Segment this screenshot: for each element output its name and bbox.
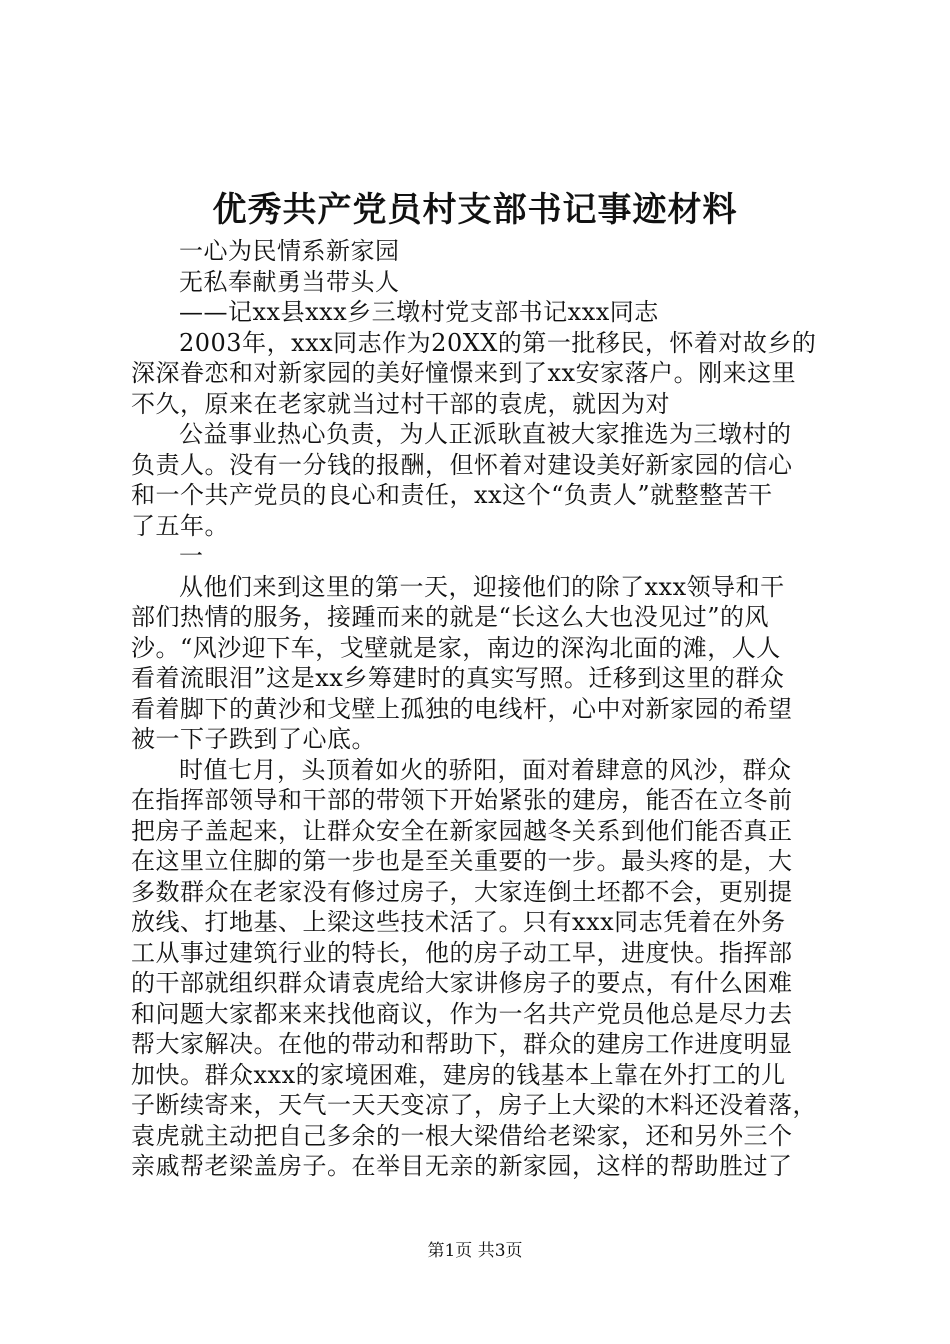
text-line: 袁虎就主动把自己多余的一根大梁借给老梁家，还和另外三个 xyxy=(131,1121,793,1150)
text-line: 深深眷恋和对新家园的美好憧憬来到了xx安家落户。刚来这里 xyxy=(131,359,797,387)
text-line: 看着流眼泪”这是xx乡筹建时的真实写照。迁移到这里的群众 xyxy=(131,664,785,692)
text-line: 了五年。 xyxy=(131,511,229,540)
text-line: 把房子盖起来，让群众安全在新家园越冬关系到他们能否真正 xyxy=(131,816,793,845)
text-line: 亲戚帮老梁盖房子。在举目无亲的新家园，这样的帮助胜过了 xyxy=(131,1152,793,1180)
text-line: 加快。群众xxx的家境困难，建房的钱基本上靠在外打工的儿 xyxy=(131,1060,786,1089)
document-title: 优秀共产党员村支部书记事迹材料 xyxy=(212,190,738,230)
text-line: 看着脚下的黄沙和戈壁上孤独的电线杆，心中对新家园的希望 xyxy=(131,694,793,723)
document-body xyxy=(131,236,831,1182)
page-footer: 第1页 共3页 xyxy=(427,1241,523,1261)
text-line: ——记xx县xxx乡三墩村党支部书记xxx同志 xyxy=(179,298,659,326)
text-line: 工从事过建筑行业的特长，他的房子动工早，进度快。指挥部 xyxy=(131,938,793,967)
text-line: 帮大家解决。在他的带动和帮助下，群众的建房工作进度明显 xyxy=(131,1030,793,1058)
text-line: 放线、打地基、上梁这些技术活了。只有xxx同志凭着在外务 xyxy=(131,908,786,936)
text-line: 不久，原来在老家就当过村干部的袁虎，就因为对 xyxy=(131,389,670,418)
text-line: 部们热情的服务，接踵而来的就是“长这么大也没见过”的风 xyxy=(131,603,770,631)
text-line: 时值七月，头顶着如火的骄阳，面对着肆意的风沙，群众 xyxy=(179,755,792,784)
text-line: 一心为民情系新家园 xyxy=(179,237,400,265)
text-line: 被一下子跌到了心底。 xyxy=(131,725,376,753)
text-line: 一 xyxy=(179,542,204,570)
text-line: 负责人。没有一分钱的报酬，但怀着对建设美好新家园的信心 xyxy=(131,450,793,479)
text-line: 子断续寄来，天气一天天变凉了，房子上大梁的木料还没着落， xyxy=(131,1091,817,1119)
text-line: 和一个共产党员的良心和责任，xx这个“负责人”就整整苦干 xyxy=(131,481,773,509)
text-line: 多数群众在老家没有修过房子，大家连倒土坯都不会，更别提 xyxy=(131,877,793,906)
text-line: 在指挥部领导和干部的带领下开始紧张的建房，能否在立冬前 xyxy=(131,786,793,814)
text-line: 沙。“风沙迎下车，戈壁就是家，南边的深沟北面的滩，人人 xyxy=(131,633,781,662)
text-line: 无私奉献勇当带头人 xyxy=(179,267,400,296)
text-line: 在这里立住脚的第一步也是至关重要的一步。最头疼的是，大 xyxy=(131,847,793,875)
text-line: 从他们来到这里的第一天，迎接他们的除了xxx领导和干 xyxy=(179,572,785,601)
text-line: 的干部就组织群众请袁虎给大家讲修房子的要点，有什么困难 xyxy=(131,969,793,997)
text-line: 2003年，xxx同志作为20XX的第一批移民，怀着对故乡的 xyxy=(179,328,817,357)
text-line: 和问题大家都来来找他商议，作为一名共产党员他总是尽力去 xyxy=(131,999,793,1028)
text-line: 公益事业热心负责，为人正派耿直被大家推选为三墩村的 xyxy=(179,420,792,448)
